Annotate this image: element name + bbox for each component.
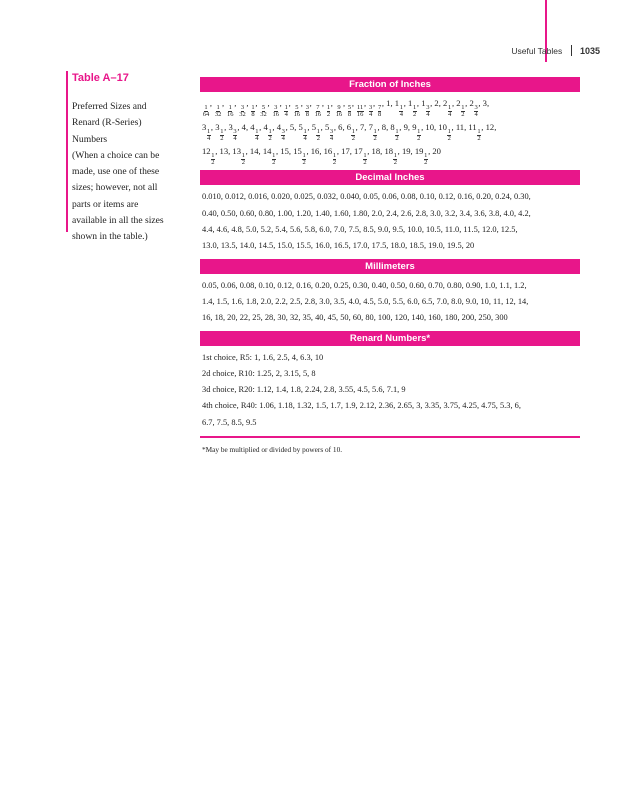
fraction-value: 7 $\frac{1}{2}$ xyxy=(368,121,377,143)
fraction-value: 11 $\frac{1}{2}$ xyxy=(468,121,481,143)
millimeter-values xyxy=(200,274,580,331)
fraction-glyph: $\frac{1}{2}$ xyxy=(351,127,355,143)
caption-line: (When a choice can be xyxy=(72,149,160,161)
fraction-line: $\frac{1}{64}$ , $\frac{1}{32}$ , $\frac{1}{16}$ , $\frac{3}{32}$ , $\frac{1}{8}$ , $\frac{5}{32}$ , $\frac{3}{16}$ , $\frac{1}{4}$ , $\frac{5}{16}$ , $\frac{3}{8}$ , $\frac{7}{16}$ , $\frac{1}{2}$ , $\frac{9}{16}$ , $\frac{5}{8}$ , $\frac{11}{16}$ , $\frac{3}{4}$ , $\frac{7}{8}$ , 1, 1 $\frac{1}{4}$ , 1 $\frac{1}{2}$ , 1 $\frac{3}{4}$ , 2, 2 $\frac{1}{4}$ , 2 $\frac{1}{2}$ , 2 $\frac{3}{4}$ , 3, xyxy=(202,98,490,119)
fraction-glyph: $\frac{1}{4}$ xyxy=(284,104,288,119)
table-body xyxy=(200,77,580,454)
fraction-value: 13 $\frac{1}{2}$ xyxy=(232,145,245,167)
fraction-glyph: $\frac{3}{8}$ xyxy=(305,104,309,119)
fraction-value: 8 xyxy=(381,121,387,132)
table-caption xyxy=(72,99,178,246)
fraction-glyph: $\frac{1}{2}$ xyxy=(395,127,399,143)
fraction-value xyxy=(272,98,280,119)
fraction-glyph: $\frac{7}{8}$ xyxy=(377,104,382,119)
millimeter-line: 0.05, 0.06, 0.08, 0.10, 0.12, 0.16, 0.20, 0.25, 0.30, 0.40, 0.50, 0.60, 0.70, 0.80, 0.90, 1.0, 1.1, 1.2, xyxy=(202,280,527,290)
fraction-value: 14 $\frac{1}{2}$ xyxy=(262,145,276,167)
fraction-value xyxy=(356,98,364,119)
fraction-value: 15 xyxy=(280,145,289,156)
fraction-value xyxy=(377,98,382,119)
fraction-glyph: $\frac{1}{4}$ xyxy=(399,104,403,119)
fraction-value xyxy=(305,98,310,119)
fraction-glyph: $\frac{3}{4}$ xyxy=(474,104,478,119)
fraction-glyph: $\frac{1}{2}$ xyxy=(272,151,276,167)
fraction-value: 4 $\frac{1}{2}$ xyxy=(263,121,272,143)
fraction-value xyxy=(226,98,234,119)
caption-line: shown in the table.) xyxy=(72,231,148,243)
fraction-glyph: $\frac{3}{4}$ xyxy=(329,127,334,143)
caption-line: Numbers xyxy=(72,133,108,145)
fraction-glyph: $\frac{1}{2}$ xyxy=(302,151,306,167)
fraction-value: 18 $\frac{1}{2}$ xyxy=(384,145,397,167)
decimal-header: Decimal Inches xyxy=(200,170,580,185)
fraction-value xyxy=(326,98,331,119)
fraction-glyph: $\frac{3}{4}$ xyxy=(369,104,373,119)
fraction-glyph: $\frac{1}{32}$ xyxy=(214,104,222,119)
fraction-value: 19 $\frac{1}{2}$ xyxy=(414,145,428,167)
fraction-glyph: $\frac{1}{2}$ xyxy=(424,151,428,167)
fraction-value: 5 $\frac{1}{4}$ xyxy=(298,121,307,143)
fraction-value: 17 $\frac{1}{2}$ xyxy=(354,145,367,167)
renard-line: 4th choice, R40: 1.06, 1.18, 1.32, 1.5, 1.7, 1.9, 2.12, 2.36, 2.65, 3, 3.35, 3.75, 4.25, 4.75, 5.3, 6, xyxy=(202,401,521,411)
fraction-value: 4 $\frac{3}{4}$ xyxy=(276,121,285,143)
fraction-value: 17 xyxy=(341,145,350,156)
section-title: Useful Tables xyxy=(511,46,563,56)
fraction-value: 3 $\frac{1}{2}$ xyxy=(215,121,224,143)
fraction-value: 4 $\frac{1}{4}$ xyxy=(250,121,259,143)
table-sidebar xyxy=(66,71,178,246)
fraction-glyph: $\frac{1}{2}$ xyxy=(393,151,397,167)
fraction-value: 14 xyxy=(249,145,259,156)
table-label: Table A–17 xyxy=(72,72,129,84)
fraction-glyph: $\frac{1}{2}$ xyxy=(461,104,465,119)
fraction-value: 2 $\frac{1}{4}$ xyxy=(443,98,452,119)
fraction-value: 8 $\frac{1}{2}$ xyxy=(390,121,399,143)
fraction-glyph: $\frac{1}{2}$ xyxy=(326,104,331,119)
caption-line: sizes; however, not all xyxy=(72,182,158,194)
fraction-value xyxy=(293,98,301,119)
fraction-value: 10 $\frac{1}{2}$ xyxy=(438,121,451,143)
fraction-glyph: $\frac{1}{2}$ xyxy=(447,127,451,143)
fraction-glyph: $\frac{3}{4}$ xyxy=(426,104,430,119)
fraction-glyph: $\frac{5}{16}$ xyxy=(293,104,301,119)
renard-line: 2d choice, R10: 1.25, 2, 3.15, 5, 8 xyxy=(202,368,316,378)
fraction-value: 12 $\frac{1}{2}$ xyxy=(202,145,215,167)
renard-line: 6.7, 7.5, 8.5, 9.5 xyxy=(202,417,257,427)
fraction-value: 12 xyxy=(485,121,495,132)
footnote: *May be multiplied or divided by powers of 10. xyxy=(202,444,343,454)
fraction-header: Fraction of Inches xyxy=(200,77,580,92)
renard-line: 3d choice, R20: 1.12, 1.4, 1.8, 2.24, 2.8, 3.55, 4.5, 5.6, 7.1, 9 xyxy=(202,385,406,395)
fraction-value xyxy=(347,98,352,119)
fraction-glyph: $\frac{1}{2}$ xyxy=(373,127,377,143)
fraction-glyph: $\frac{1}{16}$ xyxy=(227,104,234,119)
fraction-value xyxy=(368,98,373,119)
fraction-glyph: $\frac{1}{4}$ xyxy=(303,127,307,143)
fraction-value: 19 xyxy=(401,145,411,156)
fraction-glyph: $\frac{7}{16}$ xyxy=(314,104,322,119)
fraction-glyph: $\frac{1}{4}$ xyxy=(448,104,452,119)
fraction-value: 7 xyxy=(359,121,365,132)
fraction-value: 3 $\frac{1}{4}$ xyxy=(202,121,211,143)
fraction-value: 1 $\frac{3}{4}$ xyxy=(421,98,430,119)
fraction-glyph: $\frac{3}{32}$ xyxy=(239,104,246,119)
fraction-glyph: $\frac{1}{2}$ xyxy=(241,151,245,167)
fraction-glyph: $\frac{1}{4}$ xyxy=(206,127,211,143)
fraction-value xyxy=(335,98,343,119)
fraction-value: 3 xyxy=(482,98,487,108)
fraction-value xyxy=(239,98,247,119)
fraction-glyph: $\frac{3}{16}$ xyxy=(272,104,279,119)
decimal-line: 13.0, 13.5, 14.0, 14.5, 15.0, 15.5, 16.0, 16.5, 17.0, 17.5, 18.0, 18.5, 19.0, 19.5, 20 xyxy=(202,241,475,251)
decimal-line: 0.010, 0.012, 0.016, 0.020, 0.025, 0.032, 0.040, 0.05, 0.06, 0.08, 0.10, 0.12, 0.16, 0.20, 0.24, 0.30, xyxy=(202,192,531,202)
fraction-value: 11 xyxy=(455,121,465,132)
fraction-glyph: $\frac{1}{2}$ xyxy=(332,151,337,167)
fraction-value: 1 xyxy=(386,98,391,108)
fraction-value xyxy=(251,98,256,119)
fraction-value: 9 $\frac{1}{2}$ xyxy=(412,121,421,143)
renard-values xyxy=(200,346,580,431)
caption-line: Renard (R-Series) xyxy=(72,117,142,129)
fraction-value xyxy=(214,98,222,119)
fraction-glyph: $\frac{3}{4}$ xyxy=(233,127,237,143)
fraction-value xyxy=(202,98,210,119)
fraction-value: 16 xyxy=(310,145,320,156)
fraction-value: 6 xyxy=(338,121,343,132)
fraction-glyph: $\frac{5}{8}$ xyxy=(347,104,352,119)
millimeters-header: Millimeters xyxy=(200,259,580,274)
fraction-glyph: $\frac{1}{2}$ xyxy=(268,127,272,143)
fraction-value: 13 xyxy=(219,145,229,156)
fraction-value: 9 xyxy=(403,121,408,132)
fraction-glyph: $\frac{3}{4}$ xyxy=(281,127,285,143)
fraction-value: 20 xyxy=(432,145,441,156)
fraction-glyph: $\frac{1}{2}$ xyxy=(417,127,421,143)
fraction-value: 15 $\frac{1}{2}$ xyxy=(293,145,306,167)
fraction-value: 4 xyxy=(241,121,246,132)
fraction-value: 18 xyxy=(371,145,381,156)
header-separator xyxy=(571,45,572,56)
fraction-glyph: $\frac{1}{2}$ xyxy=(316,127,320,143)
fraction-glyph: $\frac{9}{16}$ xyxy=(335,104,343,119)
fraction-glyph: $\frac{1}{8}$ xyxy=(251,104,255,119)
decimal-line: 0.40, 0.50, 0.60, 0.80, 1.00, 1.20, 1.40, 1.60, 1.80, 2.0, 2.4, 2.6, 2.8, 3.0, 3.2, 3.4, 3.6, 3.8, 4.0, 4.2, xyxy=(202,208,531,218)
fraction-value: 2 $\frac{3}{4}$ xyxy=(469,98,478,119)
table-bottom-rule xyxy=(200,436,580,438)
running-head xyxy=(0,45,600,56)
fraction-value: 6 $\frac{1}{2}$ xyxy=(346,121,355,143)
fraction-value: 1 $\frac{1}{2}$ xyxy=(407,98,417,119)
decimal-line: 4.4, 4.6, 4.8, 5.0, 5.2, 5.4, 5.6, 5.8, 6.0, 7.0, 7.5, 8.5, 9.0, 9.5, 10.0, 10.5, 11.0, 11.5, 12.0, 12.5, xyxy=(202,225,518,235)
fraction-value: 5 $\frac{1}{2}$ xyxy=(311,121,320,143)
fraction-value: 10 xyxy=(425,121,434,132)
fraction-value: 2 xyxy=(434,98,439,108)
caption-line: available in all the sizes xyxy=(72,215,164,227)
fraction-values xyxy=(200,92,580,170)
fraction-value xyxy=(260,98,268,119)
fraction-glyph: $\frac{11}{16}$ xyxy=(356,104,364,119)
caption-line: parts or items are xyxy=(72,198,139,210)
fraction-value: 3 $\frac{3}{4}$ xyxy=(228,121,237,143)
sidebar-accent-bar xyxy=(66,71,68,232)
fraction-line: 3 $\frac{1}{4}$ , 3 $\frac{1}{2}$ , 3 $\frac{3}{4}$ , 4, 4 $\frac{1}{4}$ , 4 $\frac{1}{2}$ , 4 $\frac{3}{4}$ , 5, 5 $\frac{1}{4}$ , 5 $\frac{1}{2}$ , 5 $\frac{3}{4}$ , 6, 6 $\frac{1}{2}$ , 7, 7 $\frac{1}{2}$ , 8, 8 $\frac{1}{2}$ , 9, 9 $\frac{1}{2}$ , 10, 10 $\frac{1}{2}$ , 11, 11 $\frac{1}{2}$ , 12, xyxy=(202,121,497,143)
fraction-value: 5 xyxy=(289,121,295,132)
renard-line: 1st choice, R5: 1, 1.6, 2.5, 4, 6.3, 10 xyxy=(202,352,324,362)
page-number: 1035 xyxy=(579,46,600,56)
fraction-glyph: $\frac{1}{2}$ xyxy=(363,151,367,167)
fraction-glyph: $\frac{1}{2}$ xyxy=(211,151,215,167)
decimal-values xyxy=(200,185,580,258)
fraction-glyph: $\frac{1}{2}$ xyxy=(412,104,417,119)
fraction-value xyxy=(314,98,322,119)
fraction-glyph: $\frac{1}{2}$ xyxy=(477,127,481,143)
fraction-value xyxy=(284,98,289,119)
millimeter-line: 1.4, 1.5, 1.6, 1.8, 2.0, 2.2, 2.5, 2.8, 3.0, 3.5, 4.0, 4.5, 5.0, 5.5, 6.0, 6.5, 7.0, 8.0, 9.0, 10, 11, 12, 14, xyxy=(202,296,529,306)
millimeter-line: 16, 18, 20, 22, 25, 28, 30, 32, 35, 40, 45, 50, 60, 80, 100, 120, 140, 160, 180, 200, 250, 300 xyxy=(202,313,508,323)
fraction-glyph: $\frac{1}{64}$ xyxy=(202,104,210,119)
fraction-glyph: $\frac{1}{4}$ xyxy=(255,127,259,143)
fraction-value: 1 $\frac{1}{4}$ xyxy=(394,98,403,119)
fraction-value: 16 $\frac{1}{2}$ xyxy=(323,145,337,167)
fraction-value: 5 $\frac{3}{4}$ xyxy=(324,121,334,143)
fraction-value: 2 $\frac{1}{2}$ xyxy=(456,98,465,119)
renard-header: Renard Numbers* xyxy=(200,331,580,346)
caption-line: Preferred Sizes and xyxy=(72,101,147,112)
fraction-glyph: $\frac{1}{2}$ xyxy=(220,127,224,143)
fraction-glyph: $\frac{5}{32}$ xyxy=(260,104,267,119)
fraction-line: 12 $\frac{1}{2}$ , 13, 13 $\frac{1}{2}$ , 14, 14 $\frac{1}{2}$ , 15, 15 $\frac{1}{2}$ , 16, 16 $\frac{1}{2}$ , 17, 17 $\frac{1}{2}$ , 18, 18 $\frac{1}{2}$ , 19, 19 $\frac{1}{2}$ , 20 xyxy=(202,145,441,167)
caption-line: made, use one of these xyxy=(72,166,160,178)
